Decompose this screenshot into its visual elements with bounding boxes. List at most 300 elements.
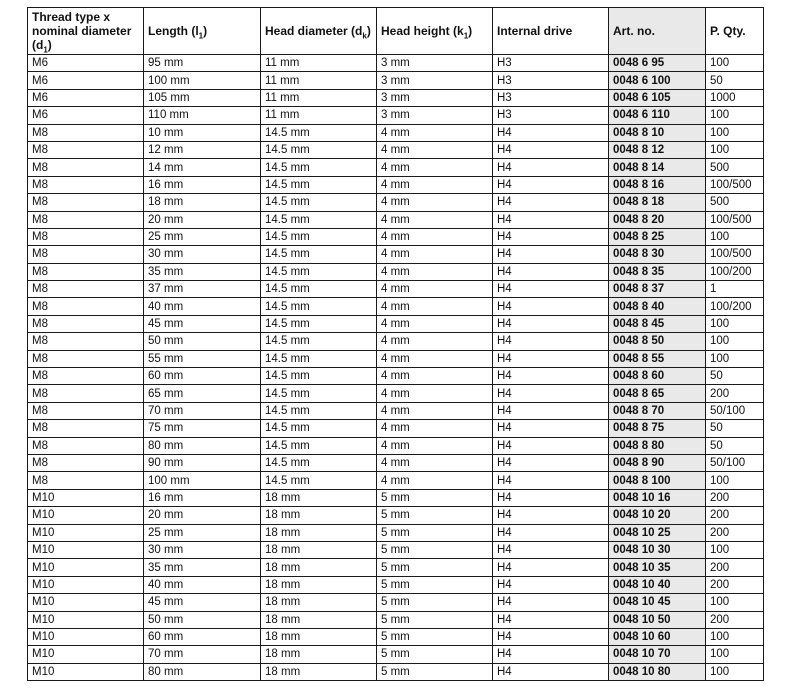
pqty-cell: 200	[706, 524, 764, 541]
internal-drive-cell: H4	[493, 437, 609, 454]
thread-cell: M8	[28, 263, 144, 280]
head-height-cell: 4 mm	[377, 333, 493, 350]
head-diameter-cell: 18 mm	[261, 507, 377, 524]
internal-drive-cell: H4	[493, 507, 609, 524]
internal-drive-cell: H4	[493, 159, 609, 176]
thread-cell: M10	[28, 663, 144, 680]
thread-cell: M8	[28, 402, 144, 419]
head-height-cell: 4 mm	[377, 420, 493, 437]
thread-cell: M8	[28, 194, 144, 211]
internal-drive-cell: H4	[493, 298, 609, 315]
table-row	[28, 107, 764, 124]
table-row	[28, 228, 764, 245]
table-row	[28, 141, 764, 158]
pqty-cell: 100	[706, 594, 764, 611]
internal-drive-cell: H4	[493, 402, 609, 419]
art-no-cell: 0048 10 45	[609, 594, 706, 611]
length-cell: 35 mm	[144, 559, 261, 576]
table-row	[28, 350, 764, 367]
table-row	[28, 368, 764, 385]
pqty-cell: 50	[706, 437, 764, 454]
head-diameter-cell: 14.5 mm	[261, 350, 377, 367]
table-row	[28, 646, 764, 663]
head-diameter-cell: 18 mm	[261, 611, 377, 628]
internal-drive-cell: H4	[493, 611, 609, 628]
art-no-cell: 0048 10 30	[609, 541, 706, 558]
art-no-cell: 0048 8 55	[609, 350, 706, 367]
pqty-cell: 100/200	[706, 298, 764, 315]
pqty-cell: 500	[706, 194, 764, 211]
head-diameter-cell: 18 mm	[261, 541, 377, 558]
art-no-cell: 0048 8 65	[609, 385, 706, 402]
pqty-cell: 100	[706, 646, 764, 663]
header-head-height-sub: 1	[463, 31, 469, 41]
length-cell: 35 mm	[144, 263, 261, 280]
length-cell: 70 mm	[144, 402, 261, 419]
thread-cell: M8	[28, 437, 144, 454]
table-row	[28, 281, 764, 298]
length-cell: 30 mm	[144, 246, 261, 263]
internal-drive-cell: H4	[493, 281, 609, 298]
head-height-cell: 4 mm	[377, 350, 493, 367]
art-no-cell: 0048 8 18	[609, 194, 706, 211]
table-row	[28, 507, 764, 524]
pqty-cell: 1	[706, 281, 764, 298]
head-diameter-cell: 14.5 mm	[261, 263, 377, 280]
thread-cell: M10	[28, 611, 144, 628]
length-cell: 80 mm	[144, 437, 261, 454]
head-height-cell: 4 mm	[377, 402, 493, 419]
pqty-cell: 100	[706, 315, 764, 332]
pqty-cell: 100/200	[706, 263, 764, 280]
head-height-cell: 3 mm	[377, 107, 493, 124]
thread-cell: M6	[28, 89, 144, 106]
header-head-diameter	[261, 8, 377, 55]
header-pqty: P. Qty.	[706, 8, 764, 55]
head-diameter-cell: 14.5 mm	[261, 368, 377, 385]
art-no-cell: 0048 6 100	[609, 72, 706, 89]
table-row	[28, 385, 764, 402]
length-cell: 14 mm	[144, 159, 261, 176]
table-row	[28, 333, 764, 350]
length-cell: 20 mm	[144, 507, 261, 524]
table-row	[28, 55, 764, 72]
head-height-cell: 4 mm	[377, 141, 493, 158]
thread-cell: M6	[28, 55, 144, 72]
length-cell: 18 mm	[144, 194, 261, 211]
table-row	[28, 315, 764, 332]
pqty-cell: 200	[706, 611, 764, 628]
table-row	[28, 541, 764, 558]
pqty-cell: 100	[706, 350, 764, 367]
art-no-cell: 0048 8 10	[609, 124, 706, 141]
header-head-height-end: )	[468, 24, 473, 38]
table-body	[28, 55, 764, 681]
header-thread-end: )	[47, 38, 52, 52]
head-height-cell: 4 mm	[377, 176, 493, 193]
thread-cell: M8	[28, 420, 144, 437]
head-diameter-cell: 14.5 mm	[261, 124, 377, 141]
internal-drive-cell: H4	[493, 646, 609, 663]
internal-drive-cell: H4	[493, 124, 609, 141]
art-no-cell: 0048 10 16	[609, 489, 706, 506]
internal-drive-cell: H4	[493, 472, 609, 489]
length-cell: 90 mm	[144, 454, 261, 471]
table-row	[28, 89, 764, 106]
internal-drive-cell: H3	[493, 89, 609, 106]
length-cell: 100 mm	[144, 472, 261, 489]
head-height-cell: 5 mm	[377, 489, 493, 506]
art-no-cell: 0048 8 70	[609, 402, 706, 419]
length-cell: 80 mm	[144, 663, 261, 680]
length-cell: 55 mm	[144, 350, 261, 367]
length-cell: 12 mm	[144, 141, 261, 158]
internal-drive-cell: H4	[493, 454, 609, 471]
length-cell: 70 mm	[144, 646, 261, 663]
head-height-cell: 4 mm	[377, 124, 493, 141]
art-no-cell: 0048 8 90	[609, 454, 706, 471]
head-height-cell: 3 mm	[377, 89, 493, 106]
internal-drive-cell: H4	[493, 541, 609, 558]
length-cell: 25 mm	[144, 228, 261, 245]
pqty-cell: 100	[706, 472, 764, 489]
art-no-cell: 0048 8 60	[609, 368, 706, 385]
length-cell: 40 mm	[144, 298, 261, 315]
length-cell: 10 mm	[144, 124, 261, 141]
head-diameter-cell: 11 mm	[261, 72, 377, 89]
head-height-cell: 5 mm	[377, 611, 493, 628]
internal-drive-cell: H3	[493, 55, 609, 72]
thread-cell: M8	[28, 385, 144, 402]
thread-cell: M10	[28, 594, 144, 611]
art-no-cell: 0048 8 12	[609, 141, 706, 158]
head-diameter-cell: 11 mm	[261, 89, 377, 106]
head-diameter-cell: 14.5 mm	[261, 437, 377, 454]
pqty-cell: 50	[706, 72, 764, 89]
length-cell: 16 mm	[144, 489, 261, 506]
art-no-cell: 0048 8 37	[609, 281, 706, 298]
table-row	[28, 628, 764, 645]
internal-drive-cell: H4	[493, 176, 609, 193]
header-art-no: Art. no.	[609, 8, 706, 55]
pqty-cell: 50	[706, 420, 764, 437]
pqty-cell: 200	[706, 559, 764, 576]
table-row	[28, 246, 764, 263]
pqty-cell: 50/100	[706, 454, 764, 471]
header-length-end: )	[203, 24, 208, 38]
table-row	[28, 298, 764, 315]
table-row	[28, 159, 764, 176]
header-length-text: Length (l	[148, 24, 199, 38]
internal-drive-cell: H4	[493, 368, 609, 385]
head-diameter-cell: 14.5 mm	[261, 315, 377, 332]
table-row	[28, 263, 764, 280]
internal-drive-cell: H4	[493, 594, 609, 611]
table-row	[28, 176, 764, 193]
thread-cell: M8	[28, 211, 144, 228]
head-height-cell: 4 mm	[377, 315, 493, 332]
head-height-cell: 3 mm	[377, 55, 493, 72]
head-diameter-cell: 14.5 mm	[261, 246, 377, 263]
head-diameter-cell: 11 mm	[261, 55, 377, 72]
internal-drive-cell: H4	[493, 663, 609, 680]
head-height-cell: 4 mm	[377, 159, 493, 176]
art-no-cell: 0048 10 25	[609, 524, 706, 541]
header-head-diameter-text: Head diameter (d	[265, 24, 363, 38]
head-diameter-cell: 14.5 mm	[261, 228, 377, 245]
internal-drive-cell: H3	[493, 72, 609, 89]
header-length-sub: 1	[198, 31, 204, 41]
table-row	[28, 402, 764, 419]
head-height-cell: 5 mm	[377, 576, 493, 593]
head-height-cell: 5 mm	[377, 541, 493, 558]
head-height-cell: 4 mm	[377, 454, 493, 471]
thread-cell: M8	[28, 159, 144, 176]
spec-sheet	[27, 7, 763, 681]
pqty-cell: 100	[706, 663, 764, 680]
table-row	[28, 576, 764, 593]
table-row	[28, 524, 764, 541]
thread-cell: M10	[28, 507, 144, 524]
length-cell: 45 mm	[144, 594, 261, 611]
length-cell: 105 mm	[144, 89, 261, 106]
internal-drive-cell: H4	[493, 246, 609, 263]
internal-drive-cell: H4	[493, 489, 609, 506]
header-thread-text: Thread type x nominal diameter (d	[32, 10, 132, 52]
thread-cell: M10	[28, 628, 144, 645]
head-height-cell: 5 mm	[377, 507, 493, 524]
internal-drive-cell: H4	[493, 141, 609, 158]
art-no-cell: 0048 8 35	[609, 263, 706, 280]
header-head-height	[377, 8, 493, 55]
art-no-cell: 0048 10 20	[609, 507, 706, 524]
thread-cell: M8	[28, 454, 144, 471]
internal-drive-cell: H4	[493, 524, 609, 541]
table-row	[28, 437, 764, 454]
art-no-cell: 0048 8 45	[609, 315, 706, 332]
head-diameter-cell: 14.5 mm	[261, 402, 377, 419]
thread-cell: M8	[28, 281, 144, 298]
table-row	[28, 124, 764, 141]
screw-spec-table	[27, 7, 764, 681]
pqty-cell: 200	[706, 576, 764, 593]
thread-cell: M8	[28, 472, 144, 489]
art-no-cell: 0048 8 20	[609, 211, 706, 228]
pqty-cell: 100	[706, 228, 764, 245]
thread-cell: M8	[28, 350, 144, 367]
head-diameter-cell: 18 mm	[261, 628, 377, 645]
length-cell: 60 mm	[144, 628, 261, 645]
head-height-cell: 4 mm	[377, 228, 493, 245]
table-row	[28, 663, 764, 680]
length-cell: 45 mm	[144, 315, 261, 332]
head-diameter-cell: 14.5 mm	[261, 194, 377, 211]
head-height-cell: 4 mm	[377, 368, 493, 385]
pqty-cell: 1000	[706, 89, 764, 106]
head-diameter-cell: 18 mm	[261, 524, 377, 541]
thread-cell: M8	[28, 124, 144, 141]
head-diameter-cell: 18 mm	[261, 646, 377, 663]
internal-drive-cell: H4	[493, 194, 609, 211]
table-row	[28, 211, 764, 228]
head-height-cell: 4 mm	[377, 472, 493, 489]
pqty-cell: 100	[706, 333, 764, 350]
pqty-cell: 100	[706, 107, 764, 124]
art-no-cell: 0048 10 60	[609, 628, 706, 645]
header-thread	[28, 8, 144, 55]
length-cell: 60 mm	[144, 368, 261, 385]
art-no-cell: 0048 8 40	[609, 298, 706, 315]
head-diameter-cell: 14.5 mm	[261, 472, 377, 489]
internal-drive-cell: H4	[493, 628, 609, 645]
head-diameter-cell: 18 mm	[261, 594, 377, 611]
thread-cell: M8	[28, 298, 144, 315]
art-no-cell: 0048 10 70	[609, 646, 706, 663]
header-row	[28, 8, 764, 55]
art-no-cell: 0048 6 110	[609, 107, 706, 124]
length-cell: 40 mm	[144, 576, 261, 593]
head-diameter-cell: 18 mm	[261, 576, 377, 593]
pqty-cell: 100	[706, 541, 764, 558]
head-height-cell: 5 mm	[377, 559, 493, 576]
length-cell: 37 mm	[144, 281, 261, 298]
thread-cell: M10	[28, 559, 144, 576]
head-height-cell: 4 mm	[377, 246, 493, 263]
thread-cell: M8	[28, 141, 144, 158]
header-head-diameter-end: )	[366, 24, 371, 38]
internal-drive-cell: H4	[493, 350, 609, 367]
art-no-cell: 0048 10 35	[609, 559, 706, 576]
header-thread-sub: 1	[43, 45, 48, 55]
art-no-cell: 0048 6 95	[609, 55, 706, 72]
table-row	[28, 194, 764, 211]
pqty-cell: 100	[706, 124, 764, 141]
art-no-cell: 0048 6 105	[609, 89, 706, 106]
head-diameter-cell: 14.5 mm	[261, 420, 377, 437]
length-cell: 50 mm	[144, 333, 261, 350]
pqty-cell: 100	[706, 141, 764, 158]
internal-drive-cell: H4	[493, 559, 609, 576]
pqty-cell: 200	[706, 507, 764, 524]
length-cell: 30 mm	[144, 541, 261, 558]
art-no-cell: 0048 8 100	[609, 472, 706, 489]
head-diameter-cell: 18 mm	[261, 559, 377, 576]
head-height-cell: 4 mm	[377, 385, 493, 402]
pqty-cell: 50/100	[706, 402, 764, 419]
pqty-cell: 100	[706, 628, 764, 645]
table-row	[28, 72, 764, 89]
length-cell: 16 mm	[144, 176, 261, 193]
table-row	[28, 559, 764, 576]
thread-cell: M10	[28, 541, 144, 558]
head-height-cell: 5 mm	[377, 663, 493, 680]
length-cell: 75 mm	[144, 420, 261, 437]
internal-drive-cell: H4	[493, 263, 609, 280]
internal-drive-cell: H4	[493, 228, 609, 245]
head-diameter-cell: 14.5 mm	[261, 176, 377, 193]
internal-drive-cell: H4	[493, 315, 609, 332]
head-diameter-cell: 14.5 mm	[261, 333, 377, 350]
head-height-cell: 4 mm	[377, 194, 493, 211]
art-no-cell: 0048 10 50	[609, 611, 706, 628]
table-row	[28, 454, 764, 471]
art-no-cell: 0048 10 80	[609, 663, 706, 680]
header-internal-drive: Internal drive	[493, 8, 609, 55]
length-cell: 100 mm	[144, 72, 261, 89]
internal-drive-cell: H4	[493, 211, 609, 228]
table-row	[28, 489, 764, 506]
pqty-cell: 200	[706, 385, 764, 402]
head-height-cell: 4 mm	[377, 437, 493, 454]
head-diameter-cell: 14.5 mm	[261, 281, 377, 298]
thread-cell: M8	[28, 368, 144, 385]
length-cell: 110 mm	[144, 107, 261, 124]
length-cell: 50 mm	[144, 611, 261, 628]
header-head-height-text: Head height (k	[381, 24, 464, 38]
art-no-cell: 0048 8 80	[609, 437, 706, 454]
length-cell: 65 mm	[144, 385, 261, 402]
pqty-cell: 50	[706, 368, 764, 385]
internal-drive-cell: H4	[493, 576, 609, 593]
pqty-cell: 500	[706, 159, 764, 176]
head-height-cell: 4 mm	[377, 298, 493, 315]
art-no-cell: 0048 8 50	[609, 333, 706, 350]
head-height-cell: 5 mm	[377, 628, 493, 645]
head-diameter-cell: 14.5 mm	[261, 211, 377, 228]
internal-drive-cell: H4	[493, 385, 609, 402]
table-row	[28, 472, 764, 489]
head-height-cell: 4 mm	[377, 281, 493, 298]
pqty-cell: 100/500	[706, 211, 764, 228]
head-height-cell: 5 mm	[377, 594, 493, 611]
thread-cell: M10	[28, 489, 144, 506]
length-cell: 25 mm	[144, 524, 261, 541]
length-cell: 95 mm	[144, 55, 261, 72]
thread-cell: M10	[28, 646, 144, 663]
thread-cell: M10	[28, 576, 144, 593]
head-diameter-cell: 18 mm	[261, 489, 377, 506]
head-height-cell: 5 mm	[377, 646, 493, 663]
art-no-cell: 0048 8 16	[609, 176, 706, 193]
pqty-cell: 100/500	[706, 176, 764, 193]
internal-drive-cell: H3	[493, 107, 609, 124]
internal-drive-cell: H4	[493, 420, 609, 437]
pqty-cell: 100/500	[706, 246, 764, 263]
header-head-diameter-sub: k	[362, 31, 367, 41]
head-height-cell: 4 mm	[377, 263, 493, 280]
thread-cell: M8	[28, 333, 144, 350]
thread-cell: M8	[28, 315, 144, 332]
head-diameter-cell: 14.5 mm	[261, 454, 377, 471]
thread-cell: M8	[28, 246, 144, 263]
length-cell: 20 mm	[144, 211, 261, 228]
head-height-cell: 5 mm	[377, 524, 493, 541]
head-diameter-cell: 11 mm	[261, 107, 377, 124]
pqty-cell: 200	[706, 489, 764, 506]
head-diameter-cell: 18 mm	[261, 663, 377, 680]
head-height-cell: 3 mm	[377, 72, 493, 89]
table-row	[28, 420, 764, 437]
head-diameter-cell: 14.5 mm	[261, 385, 377, 402]
table-row	[28, 611, 764, 628]
art-no-cell: 0048 8 25	[609, 228, 706, 245]
art-no-cell: 0048 8 30	[609, 246, 706, 263]
head-diameter-cell: 14.5 mm	[261, 141, 377, 158]
art-no-cell: 0048 10 40	[609, 576, 706, 593]
thread-cell: M6	[28, 107, 144, 124]
table-row	[28, 594, 764, 611]
thread-cell: M10	[28, 524, 144, 541]
